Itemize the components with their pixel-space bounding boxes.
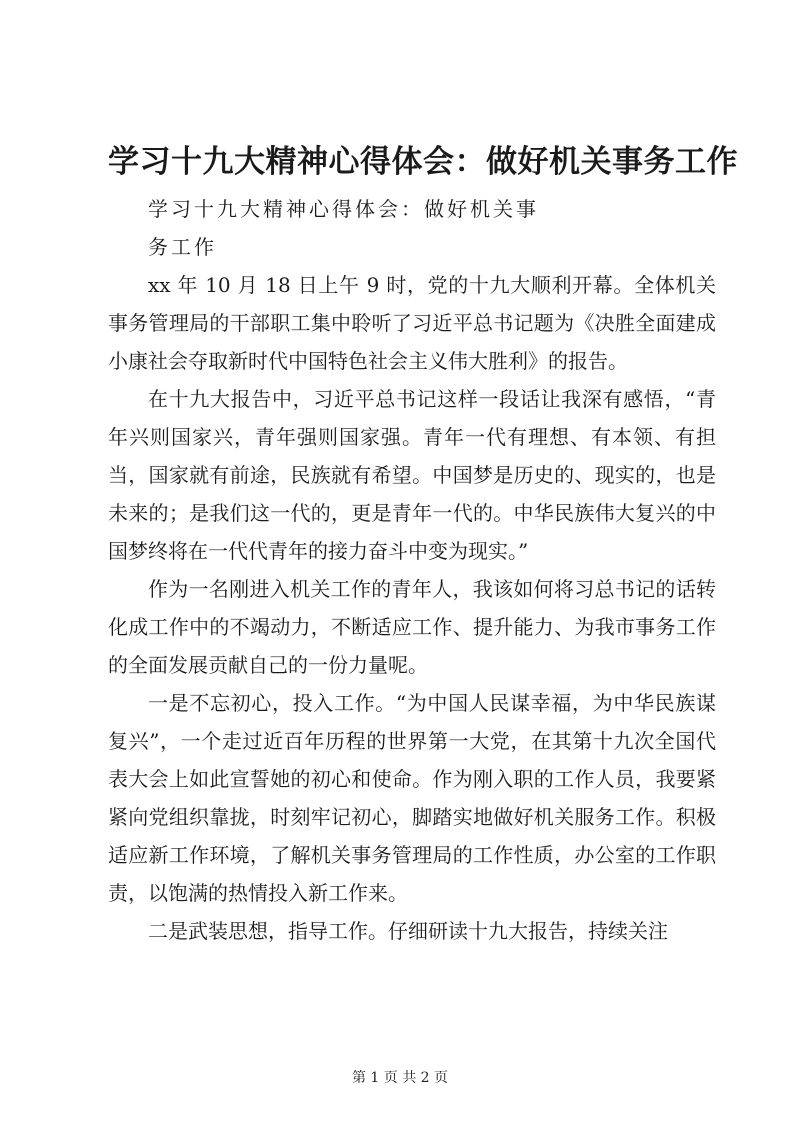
page-number-footer: 第 1 页 共 2 页 (351, 1070, 449, 1086)
subtitle-line-2: 务工作 (148, 235, 217, 259)
paragraph-quote: 在十九大报告中，习近平总书记这样一段话让我深有感悟，“青年兴则国家兴，青年强则国家强。青年一代有理想、有本领、有担当，国家就有前途，民族就有希望。中国梦是历史的、现实的，也是未来的；是我们这一代的，更是青年一代的。中华民族伟大复兴的中国梦终将在一代代青年的接力奋斗中变为现实。” (108, 387, 716, 563)
subtitle-line-1: 学习十九大精神心得体会：做好机关事 (148, 197, 539, 221)
paragraph-point-two: 二是武装思想，指导工作。仔细研读十九大报告，持续关注 (148, 919, 668, 943)
document-title: 学习十九大精神心得体会：做好机关事务工作 (108, 144, 738, 180)
document-body (108, 190, 716, 950)
paragraph-opening: xx 年 10 月 18 日上午 9 时，党的十九大顺利开幕。全体机关事务管理局的干部职工集中聆听了习近平总书记题为《决胜全面建成小康社会夺取新时代中国特色社会主义伟大胜利》的报告。 (108, 273, 716, 373)
paragraph-question: 作为一名刚进入机关工作的青年人，我该如何将习总书记的话转化成工作中的不竭动力，不断适应工作、提升能力、为我市事务工作的全面发展贡献自己的一份力量呢。 (108, 577, 716, 677)
paragraph-point-one: 一是不忘初心，投入工作。“为中国人民谋幸福，为中华民族谋复兴”，一个走过近百年历程的世界第一大党，在其第十九次全国代表大会上如此宣誓她的初心和使命。作为刚入职的工作人员，我要紧紧向党组织靠拢，时刻牢记初心，脚踏实地做好机关服务工作。积极适应新工作环境，了解机关事务管理局的工作性质，办公室的工作职责，以饱满的热情投入新工作来。 (108, 691, 716, 905)
